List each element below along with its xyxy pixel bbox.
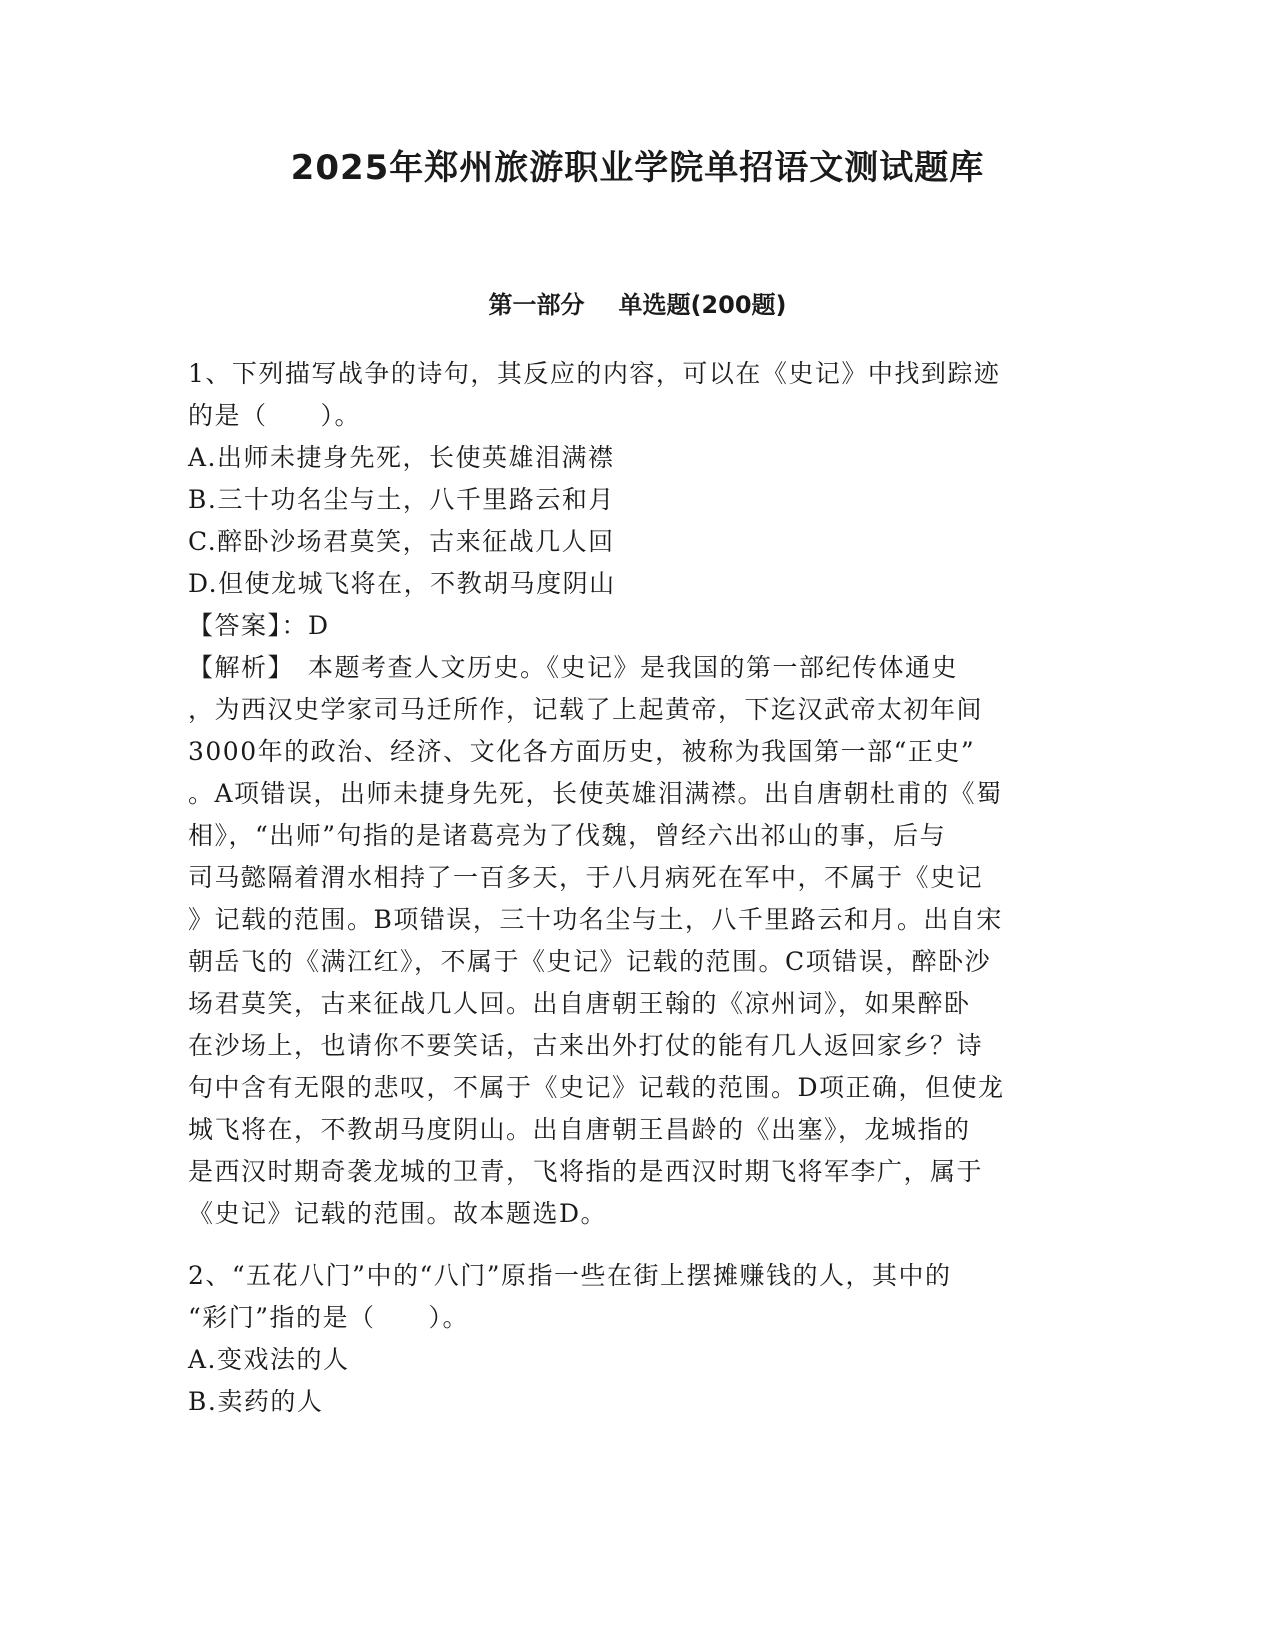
question-item-1 [188, 353, 1088, 1235]
analysis-line: 相》，“出师”句指的是诸葛亮为了伐魏，曾经六出祁山的事，后与 [188, 821, 947, 850]
analysis-line: 3000年的政治、经济、文化各方面历史，被称为我国第一部“正史” [188, 737, 976, 766]
analysis-line: 句中含有无限的悲叹，不属于《史记》记载的范围。D项正确，但使龙 [188, 1073, 1005, 1102]
option-b: B.卖药的人 [188, 1387, 324, 1416]
answer-line: 【答案】：D [188, 611, 330, 640]
option-b: B.三十功名尘与土，八千里路云和月 [188, 485, 615, 514]
section-heading [0, 288, 1275, 322]
analysis-line: 城飞将在，不教胡马度阴山。出自唐朝王昌龄的《出塞》，龙城指的 [188, 1115, 971, 1144]
analysis-line: 朝岳飞的《满江红》，不属于《史记》记载的范围。C项错误，醉卧沙 [188, 947, 992, 976]
analysis-line: 《史记》记载的范围。故本题选D。 [188, 1199, 608, 1228]
document-title: 2025年郑州旅游职业学院单招语文测试题库 [290, 148, 985, 188]
analysis-line: 。A项错误，出师未捷身先死，长使英雄泪满襟。出自唐朝杜甫的《蜀 [188, 779, 1003, 808]
option-c: C.醉卧沙场君莫笑，古来征战几人回 [188, 527, 615, 556]
analysis-line: ，为西汉史学家司马迁所作，记载了上起黄帝，下迄汉武帝太初年间 [188, 695, 984, 724]
question-item-2 [188, 1255, 1088, 1423]
analysis-line: 》记载的范围。B项错误，三十功名尘与土，八千里路云和月。出自宋 [188, 905, 1003, 934]
question-stem: 2、“五花八门”中的“八门”原指一些在街上摆摊赚钱的人，其中的 [188, 1261, 952, 1290]
analysis-line: 是西汉时期奇袭龙城的卫青，飞将指的是西汉时期飞将军李广，属于 [188, 1157, 984, 1186]
section-name: 单选题(200题) [618, 291, 787, 319]
question-stem: 1、下列描写战争的诗句，其反应的内容，可以在《史记》中找到踪迹 [188, 359, 1001, 388]
question-stem: 的是（ ）。 [188, 401, 362, 430]
question-stem: “彩门”指的是（ ）。 [188, 1303, 470, 1332]
analysis-line: 在沙场上，也请你不要笑话，古来出外打仗的能有几人返回家乡？诗 [188, 1031, 984, 1060]
option-a: A.出师未捷身先死，长使英雄泪满襟 [188, 443, 615, 472]
analysis-line: 【解析】 本题考查人文历史。《史记》是我国的第一部纪传体通史 [188, 653, 959, 682]
analysis-line: 司马懿隔着渭水相持了一百多天，于八月病死在军中，不属于《史记 [188, 863, 984, 892]
option-d: D.但使龙城飞将在，不教胡马度阴山 [188, 569, 616, 598]
section-part: 第一部分 [488, 291, 585, 319]
question-list [188, 353, 1088, 1423]
question-spacer [188, 1235, 1088, 1255]
option-a: A.变戏法的人 [188, 1345, 350, 1374]
analysis-line: 场君莫笑，古来征战几人回。出自唐朝王翰的《凉州词》，如果醉卧 [188, 989, 971, 1018]
